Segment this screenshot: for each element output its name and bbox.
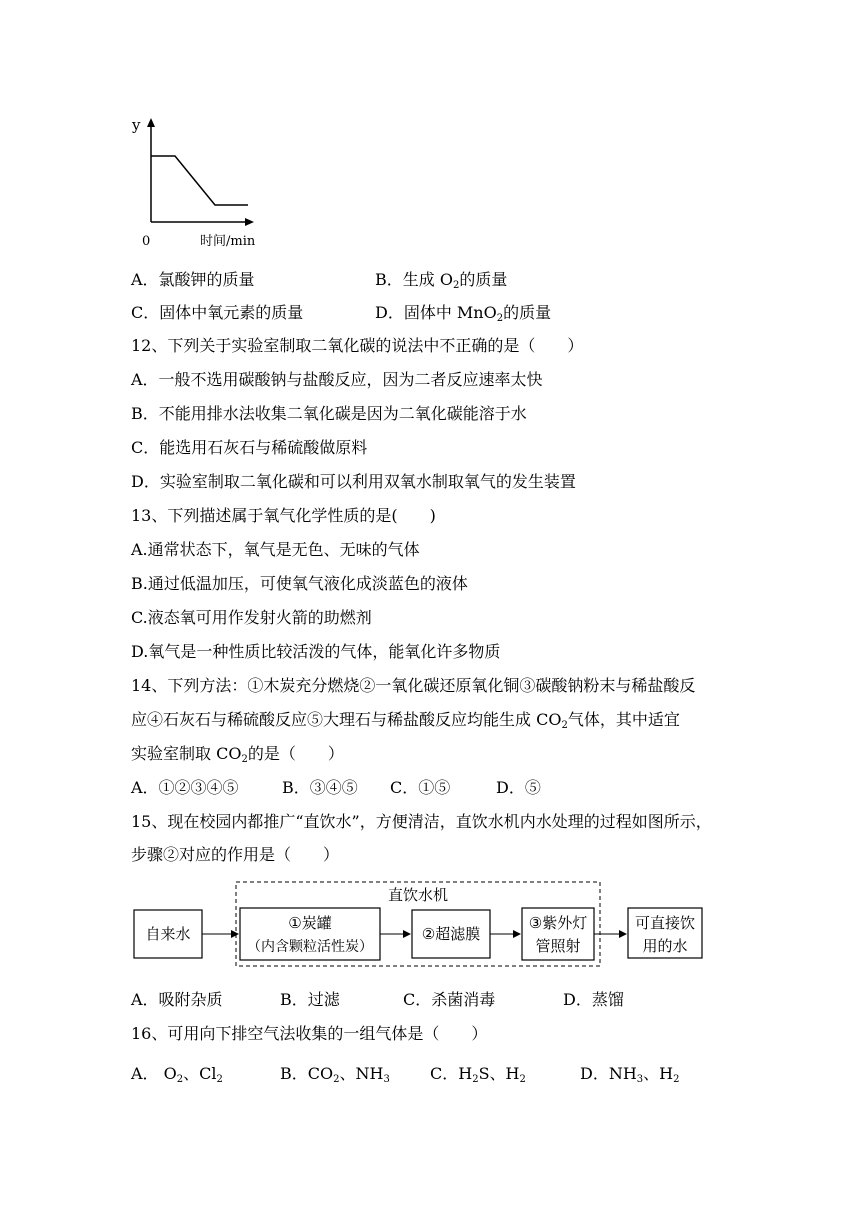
q12-option-b: B．不能用排水法收集二氧化碳是因为二氧化碳能溶于水 bbox=[131, 404, 527, 423]
graph-x-label: 时间/min bbox=[200, 234, 256, 249]
q12-option-a: A．一般不选用碳酸钠与盐酸反应，因为二者反应速率太快 bbox=[131, 370, 543, 389]
q13-stem: 13、下列描述属于氧气化学性质的是( ) bbox=[131, 506, 436, 525]
q16-option-a: A． $O_2$、$Cl_2$ bbox=[131, 1064, 223, 1085]
carbon-tank-sublabel: （内含颗粒活性炭） bbox=[247, 939, 373, 955]
graph-y-label: y bbox=[132, 116, 141, 134]
y-axis-arrow bbox=[147, 118, 155, 127]
graph-curve bbox=[151, 156, 248, 205]
q14-stem-line2: 应④石灰石与稀硫酸反应⑤大理石与稀盐酸反应均能生成 $CO_2$气体，其中适宜 bbox=[131, 710, 680, 731]
q14-stem-line1: 14、下列方法：①木炭充分燃烧②一氧化碳还原氧化铜③碳酸钠粉末与稀盐酸反 bbox=[131, 676, 696, 695]
q15-option-c: C．杀菌消毒 bbox=[403, 990, 496, 1009]
x-axis-arrow bbox=[245, 218, 254, 226]
q16-option-b: B．$CO_2$、$NH_3$ bbox=[280, 1064, 390, 1085]
q12-stem: 12、下列关于实验室制取二氧化碳的说法中不正确的是（ ） bbox=[131, 336, 584, 355]
q11-option-b: B．生成 $O_2$的质量 bbox=[375, 270, 508, 291]
q11-option-c: C．固体中氧元素的质量 bbox=[131, 303, 304, 322]
carbon-tank-label: ①炭罐 bbox=[288, 914, 332, 932]
q16-option-c: C．$H_2S$、$H_2$ bbox=[430, 1064, 526, 1085]
q14-option-c: C．①⑤ bbox=[390, 778, 451, 797]
water-treatment-flowchart bbox=[128, 876, 728, 976]
q12-option-c: C．能选用石灰石与稀硫酸做原料 bbox=[131, 438, 368, 457]
q13-option-c: C.液态氧可用作发射火箭的助燃剂 bbox=[131, 608, 372, 627]
q14-stem-line3: 实验室制取 $CO_2$的是（ ） bbox=[131, 744, 344, 765]
ultrafiltration-label: ②超滤膜 bbox=[421, 925, 481, 943]
q11-option-d: D．固体中 MnO$_2$的质量 bbox=[375, 303, 552, 324]
q15-option-d: D．蒸馏 bbox=[563, 990, 624, 1009]
q13-option-a: A.通常状态下，氧气是无色、无味的气体 bbox=[131, 540, 420, 559]
q11-option-a: A．氯酸钾的质量 bbox=[131, 270, 255, 289]
mass-time-graph bbox=[128, 110, 288, 260]
q15-stem-line1: 15、现在校园内都推广“直饮水”，方便清洁，直饮水机内水处理的过程如图所示， bbox=[131, 812, 712, 831]
q14-option-b: B．③④⑤ bbox=[282, 778, 358, 797]
q15-stem-line2: 步骤②对应的作用是（ ） bbox=[131, 845, 340, 864]
q13-option-d: D.氧气是一种性质比较活泼的气体，能氧化许多物质 bbox=[131, 642, 501, 661]
graph-origin-label: 0 bbox=[142, 234, 151, 249]
q15-option-b: B．过滤 bbox=[280, 990, 340, 1009]
drinking-water-label: 可直接饮 bbox=[634, 914, 696, 932]
drinking-water-sublabel: 用的水 bbox=[642, 937, 688, 955]
q16-option-d: D．$NH_3$、$H_2$ bbox=[580, 1064, 680, 1085]
q16-stem: 16、可用向下排空气法收集的一组气体是（ ） bbox=[131, 1024, 488, 1043]
uv-lamp-sublabel: 管照射 bbox=[535, 937, 581, 955]
q14-option-d: D．⑤ bbox=[496, 778, 541, 797]
q13-option-b: B.通过低温加压，可使氧气液化成淡蓝色的液体 bbox=[131, 574, 468, 593]
machine-label: 直饮水机 bbox=[387, 886, 449, 904]
uv-lamp-label: ③紫外灯 bbox=[528, 914, 588, 932]
q14-option-a: A．①②③④⑤ bbox=[131, 778, 239, 797]
q12-option-d: D．实验室制取二氧化碳和可以利用双氧水制取氧气的发生装置 bbox=[131, 472, 576, 491]
q15-option-a: A．吸附杂质 bbox=[131, 990, 223, 1009]
tap-water-label: 自来水 bbox=[145, 925, 191, 943]
